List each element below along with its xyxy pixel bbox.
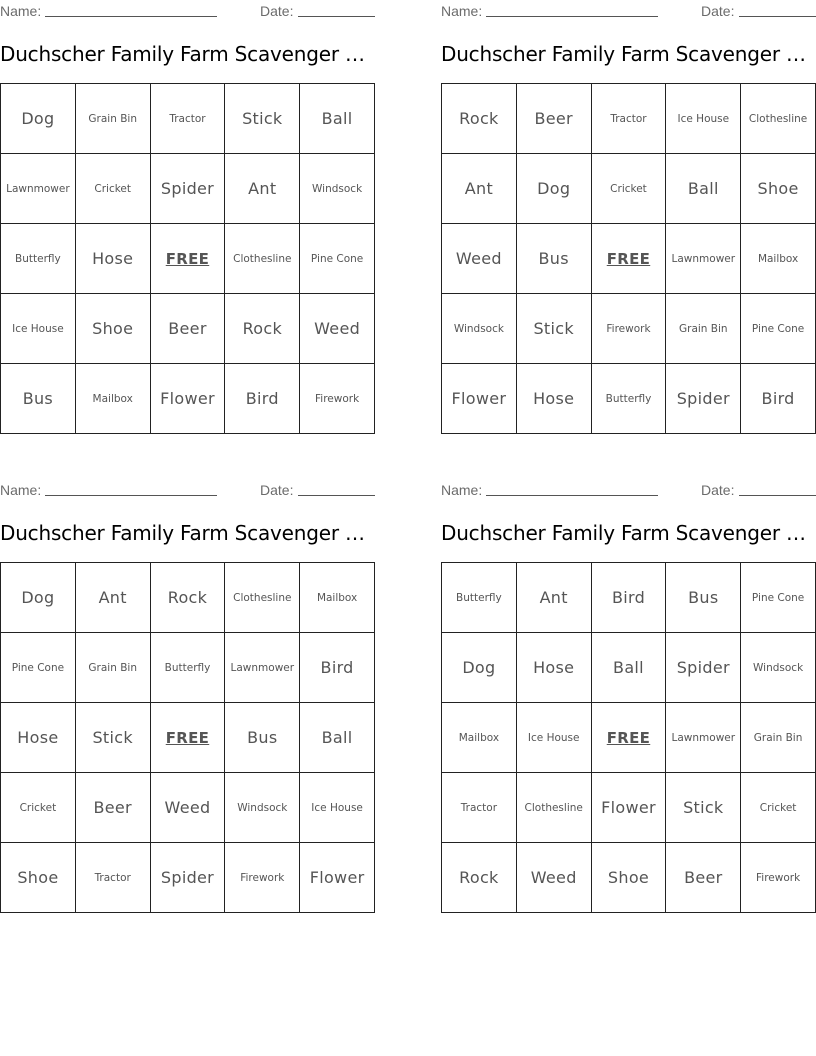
name-field[interactable]: [45, 495, 217, 496]
bingo-card-2: [441, 0, 816, 440]
bingo-cell: Butterfly: [151, 633, 226, 703]
bingo-cell: Mailbox: [300, 563, 375, 633]
bingo-cell: Ball: [300, 84, 375, 154]
bingo-cell: Ice House: [1, 294, 76, 364]
bingo-cell: Spider: [666, 633, 741, 703]
bingo-cell: Windsock: [300, 154, 375, 224]
date-label: Date:: [260, 3, 294, 19]
name-field[interactable]: [486, 495, 658, 496]
bingo-cell: Weed: [442, 224, 517, 294]
bingo-cell: Bird: [741, 364, 816, 434]
bingo-cell: Mailbox: [741, 224, 816, 294]
card-header: [0, 480, 375, 500]
card-header: [0, 1, 375, 21]
bingo-cell: Tractor: [151, 84, 226, 154]
bingo-cell: Ball: [592, 633, 667, 703]
bingo-cell: Ant: [76, 563, 151, 633]
bingo-cell: Spider: [151, 843, 226, 913]
bingo-cell: Grain Bin: [666, 294, 741, 364]
bingo-cell: Windsock: [442, 294, 517, 364]
bingo-cell: Bus: [517, 224, 592, 294]
bingo-cell: Dog: [1, 84, 76, 154]
date-label: Date:: [701, 3, 735, 19]
bingo-cell: Flower: [300, 843, 375, 913]
bingo-card-3: [0, 479, 375, 919]
bingo-cell: Clothesline: [517, 773, 592, 843]
card-header: [441, 480, 816, 500]
bingo-cell: Ant: [517, 563, 592, 633]
free-space: FREE: [151, 703, 226, 773]
bingo-cell: Tractor: [76, 843, 151, 913]
bingo-cell: Lawnmower: [1, 154, 76, 224]
bingo-cell: Stick: [517, 294, 592, 364]
bingo-cell: Ball: [666, 154, 741, 224]
bingo-cell: Firework: [592, 294, 667, 364]
bingo-cell: Dog: [517, 154, 592, 224]
date-label: Date:: [260, 482, 294, 498]
bingo-cell: Beer: [151, 294, 226, 364]
bingo-cell: Cricket: [1, 773, 76, 843]
bingo-cell: Ice House: [300, 773, 375, 843]
bingo-cell: Firework: [741, 843, 816, 913]
bingo-cell: Flower: [592, 773, 667, 843]
bingo-cell: Mailbox: [76, 364, 151, 434]
name-field[interactable]: [486, 16, 658, 17]
bingo-cell: Shoe: [1, 843, 76, 913]
bingo-cell: Cricket: [76, 154, 151, 224]
bingo-cell: Stick: [225, 84, 300, 154]
bingo-cell: Tractor: [442, 773, 517, 843]
bingo-cell: Shoe: [741, 154, 816, 224]
bingo-cell: Pine Cone: [741, 563, 816, 633]
bingo-cell: Ant: [442, 154, 517, 224]
bingo-cell: Hose: [76, 224, 151, 294]
bingo-grid: [441, 562, 816, 913]
bingo-cell: Weed: [517, 843, 592, 913]
bingo-cell: Shoe: [76, 294, 151, 364]
bingo-cell: Tractor: [592, 84, 667, 154]
card-title: Duchscher Family Farm Scavenger …: [0, 42, 365, 66]
bingo-cell: Hose: [517, 633, 592, 703]
bingo-cell: Ice House: [666, 84, 741, 154]
bingo-cell: Bird: [592, 563, 667, 633]
bingo-cell: Weed: [151, 773, 226, 843]
bingo-cell: Bus: [666, 563, 741, 633]
date-field[interactable]: [298, 16, 375, 17]
bingo-cell: Pine Cone: [300, 224, 375, 294]
bingo-cell: Beer: [517, 84, 592, 154]
bingo-cell: Grain Bin: [76, 633, 151, 703]
bingo-cell: Dog: [442, 633, 517, 703]
bingo-cell: Clothesline: [741, 84, 816, 154]
bingo-cell: Lawnmower: [225, 633, 300, 703]
bingo-cell: Butterfly: [1, 224, 76, 294]
bingo-cell: Cricket: [592, 154, 667, 224]
bingo-cell: Beer: [666, 843, 741, 913]
date-field[interactable]: [298, 495, 375, 496]
card-header: [441, 1, 816, 21]
bingo-cell: Flower: [442, 364, 517, 434]
bingo-cell: Cricket: [741, 773, 816, 843]
bingo-cell: Hose: [1, 703, 76, 773]
bingo-cell: Butterfly: [442, 563, 517, 633]
bingo-cell: Rock: [151, 563, 226, 633]
card-title: Duchscher Family Farm Scavenger …: [441, 521, 806, 545]
bingo-cell: Spider: [666, 364, 741, 434]
name-label: Name:: [0, 482, 42, 498]
bingo-cell: Grain Bin: [76, 84, 151, 154]
bingo-cell: Windsock: [225, 773, 300, 843]
name-label: Name:: [441, 3, 483, 19]
bingo-cell: Spider: [151, 154, 226, 224]
bingo-cell: Lawnmower: [666, 703, 741, 773]
bingo-cell: Clothesline: [225, 563, 300, 633]
name-label: Name:: [0, 3, 42, 19]
free-space: FREE: [151, 224, 226, 294]
card-title: Duchscher Family Farm Scavenger …: [441, 42, 806, 66]
card-title: Duchscher Family Farm Scavenger …: [0, 521, 365, 545]
name-field[interactable]: [45, 16, 217, 17]
bingo-cell: Lawnmower: [666, 224, 741, 294]
bingo-cell: Firework: [300, 364, 375, 434]
free-space: FREE: [592, 703, 667, 773]
bingo-cell: Shoe: [592, 843, 667, 913]
bingo-grid: [441, 83, 816, 434]
bingo-cell: Dog: [1, 563, 76, 633]
bingo-cell: Rock: [225, 294, 300, 364]
bingo-grid: [0, 562, 375, 913]
date-field[interactable]: [739, 495, 816, 496]
bingo-cell: Stick: [666, 773, 741, 843]
bingo-cell: Rock: [442, 84, 517, 154]
bingo-cell: Firework: [225, 843, 300, 913]
name-label: Name:: [441, 482, 483, 498]
bingo-cell: Windsock: [741, 633, 816, 703]
bingo-cell: Ball: [300, 703, 375, 773]
bingo-cell: Hose: [517, 364, 592, 434]
bingo-cell: Flower: [151, 364, 226, 434]
free-space: FREE: [592, 224, 667, 294]
bingo-cell: Ice House: [517, 703, 592, 773]
bingo-cell: Beer: [76, 773, 151, 843]
bingo-cell: Rock: [442, 843, 517, 913]
bingo-cell: Weed: [300, 294, 375, 364]
bingo-cell: Bus: [1, 364, 76, 434]
bingo-cell: Bird: [225, 364, 300, 434]
bingo-card-1: [0, 0, 375, 440]
bingo-cell: Pine Cone: [1, 633, 76, 703]
bingo-cell: Pine Cone: [741, 294, 816, 364]
bingo-cell: Mailbox: [442, 703, 517, 773]
bingo-card-4: [441, 479, 816, 919]
bingo-cell: Butterfly: [592, 364, 667, 434]
bingo-cell: Stick: [76, 703, 151, 773]
date-label: Date:: [701, 482, 735, 498]
date-field[interactable]: [739, 16, 816, 17]
bingo-cell: Bus: [225, 703, 300, 773]
bingo-grid: [0, 83, 375, 434]
bingo-cell: Clothesline: [225, 224, 300, 294]
bingo-cell: Ant: [225, 154, 300, 224]
bingo-cell: Grain Bin: [741, 703, 816, 773]
bingo-cell: Bird: [300, 633, 375, 703]
